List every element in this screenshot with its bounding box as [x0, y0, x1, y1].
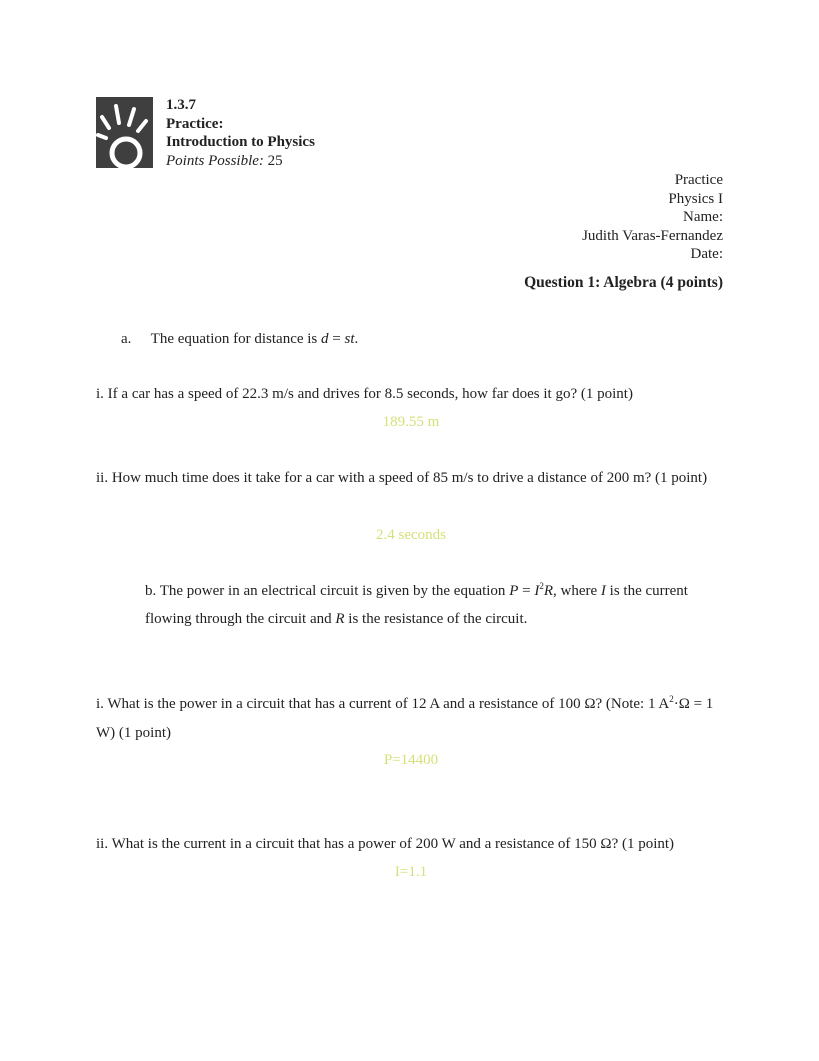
- var-p: P: [509, 583, 519, 599]
- assignment-number: 1.3.7: [166, 97, 196, 113]
- student-name: Judith Varas-Fernandez: [582, 227, 723, 244]
- assignment-header: [166, 96, 315, 170]
- text-current: is the current flowing through the circuit and: [145, 583, 688, 627]
- var-st: st: [344, 331, 355, 347]
- student-info: [582, 171, 723, 264]
- answer-b-i[interactable]: P=14400: [383, 752, 439, 768]
- date-label: Date:: [690, 246, 723, 262]
- part-a-marker: a.: [121, 331, 132, 347]
- part-a-text: The equation for distance is: [150, 331, 322, 347]
- question-a-ii: ii. How much time does it take for a car with a speed of 85 m/s to drive a distance of 200 m? (1 point): [96, 470, 708, 486]
- assignment-title: Introduction to Physics: [166, 134, 315, 150]
- text-where: , where: [553, 583, 601, 599]
- points-value: 25: [267, 152, 283, 169]
- part-b-text: b. The power in an electrical circuit is given by the equation: [145, 583, 510, 599]
- question-b-i-text-end: ·Ω = 1 W) (1 point): [96, 696, 714, 741]
- question-b-i-text: i. What is the power in a circuit that has a current of 12 A and a resistance of 100 Ω? (Note: 1 A: [96, 696, 670, 712]
- var-r: R: [335, 611, 345, 627]
- question-b-i: [96, 690, 726, 748]
- question-a-i: i. If a car has a speed of 22.3 m/s and drives for 8.5 seconds, how far does it go? (1 point): [96, 386, 633, 402]
- equals-sign: =: [328, 331, 345, 347]
- points-label: Points Possible:: [166, 152, 264, 169]
- equals-sign: =: [518, 583, 535, 599]
- period: .: [354, 331, 359, 347]
- var-i: I: [600, 583, 606, 599]
- answer-a-ii[interactable]: 2.4 seconds: [376, 527, 446, 543]
- exponent: 2: [669, 694, 674, 704]
- assignment-type: Practice:: [166, 115, 224, 132]
- part-b: [145, 577, 705, 633]
- question-b-ii: ii. What is the current in a circuit that has a power of 200 W and a resistance of 150 Ω? (1 point): [96, 836, 675, 852]
- exponent: 2: [539, 581, 544, 591]
- var-r: R: [543, 583, 553, 599]
- name-label: Name:: [683, 209, 723, 225]
- text-resistance: is the resistance of the circuit.: [344, 611, 528, 627]
- sun-logo-icon: [96, 97, 153, 168]
- var-i: I: [534, 583, 540, 599]
- answer-b-ii[interactable]: I=1.1: [394, 864, 428, 880]
- question-title: Question 1: Algebra (4 points): [524, 274, 723, 291]
- answer-a-i[interactable]: 189.55 m: [382, 414, 440, 430]
- part-a: [121, 328, 358, 350]
- course-label: Physics I: [668, 190, 723, 207]
- practice-label: Practice: [674, 172, 723, 188]
- var-d: d: [321, 331, 329, 347]
